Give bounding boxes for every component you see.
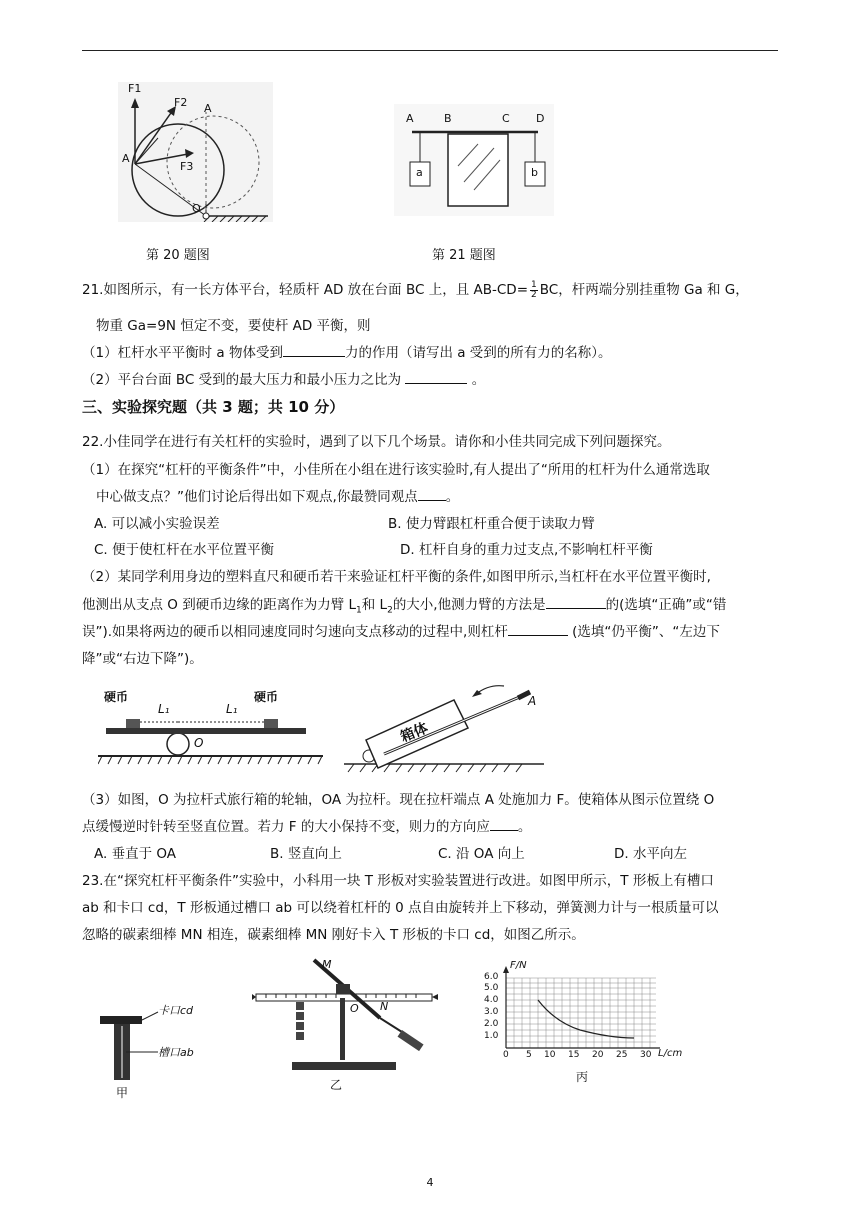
figure-23-t-board (96, 990, 216, 1100)
fig22-coin-right: 硬币 (254, 690, 279, 704)
graph-xtick-5: 5 (526, 1050, 532, 1060)
q22-p3-option-c: C. 沿 OA 向上 (438, 846, 525, 862)
graph-ytick-6: 6.0 (484, 972, 499, 982)
graph-ylabel: F/N (510, 960, 527, 971)
fig22-l1: L₁ (158, 702, 170, 716)
q22-part2-line2: 他测出从支点 O 到硬币边缘的距离作为力臂 $L_1$和 $L_2$的大小,他测力臂的方法是 的(选填“正确”或“错 (82, 597, 727, 616)
figure-21-drawing (394, 104, 554, 216)
q23-line2: ab 和卡口 cd，T 形板通过槽口 ab 可以绕着杠杆的 0 点自由旋转并上下移动，弹簧测力计与一根质量可以 (82, 900, 719, 916)
graph-xtick-10: 10 (544, 1050, 556, 1060)
fig20-caption: 第 20 题图 (146, 248, 210, 263)
fig21-label-b: B (444, 112, 452, 125)
q22-part3-line2: 点缓慢逆时针转至竖直位置。若力 F 的大小保持不变，则力的方向应 。 (82, 819, 532, 835)
graph-xtick-25: 25 (616, 1050, 628, 1060)
section3-title: 三、实验探究题（共 3 题；共 10 分） (82, 398, 345, 416)
q22-p3-option-d: D. 水平向左 (614, 846, 687, 862)
q21-part1: （1）杠杆水平平衡时 a 物体受到 力的作用（请写出 a 受到的所有力的名称）。 (82, 345, 612, 361)
graph-ytick-2: 2.0 (484, 1019, 499, 1029)
fig20-label-a-top: A (204, 102, 212, 115)
fig23-slot-ab: 槽口ab (158, 1046, 194, 1059)
q22-option-b: B. 使力臂跟杠杆重合便于读取力臂 (388, 516, 595, 532)
fig21-label-a: A (406, 112, 414, 125)
q21-stem-a: 21.如图所示，有一长方体平台，轻质杆 AD 放在台面 BC 上，且 AB-CD= (82, 282, 529, 298)
q22-blank-4[interactable] (490, 830, 518, 831)
q22-option-a: A. 可以减小实验误差 (94, 516, 220, 532)
q22-p3-option-a: A. 垂直于 OA (94, 846, 176, 862)
q23-line3: 忽略的碳素细棒 MN 相连，碳素细棒 MN 刚好卡入 T 形板的卡口 cd，如图乙所示。 (82, 927, 585, 943)
graph-xtick-20: 20 (592, 1050, 604, 1060)
figure-22-coin-drawing (98, 686, 323, 772)
q22-part2-line1: （2）某同学利用身边的塑料直尺和硬币若干来验证杠杆平衡的条件,如图甲所示,当杠杆在水平位置平衡时, (82, 569, 711, 585)
q21-blank-1[interactable] (283, 356, 345, 357)
fig21-caption: 第 21 题图 (432, 248, 496, 263)
q22-part1-line1: （1）在探究“杠杆的平衡条件”中，小佳所在小组在进行该实验时,有人提出了“所用的杠杆为什么通常选取 (82, 462, 710, 478)
graph-ytick-4: 4.0 (484, 995, 499, 1005)
fig21-label-c: C (502, 112, 510, 125)
fig22-o: O (194, 736, 204, 750)
fig23-yi-label: 乙 (330, 1078, 343, 1092)
q21-stem-line2: 物重 Ga=9N 恒定不变，要使杆 AD 平衡，则 (96, 318, 371, 334)
graph-xtick-30: 30 (640, 1050, 652, 1060)
graph-ytick-5: 5.0 (484, 983, 499, 993)
q23-line1: 23.在“探究杠杆平衡条件”实验中，小科用一块 T 形板对实验装置进行改进。如图甲所示，T 形板上有槽口 (82, 873, 714, 889)
q22-part2-line3: 误”).如果将两边的硬币以相同速度同时匀速向支点移动的过程中,则杠杆 (选填“仍平衡”、“左边下 (82, 624, 720, 640)
fig20-label-f1: F1 (128, 82, 142, 95)
fig23-label-o: O (350, 1002, 359, 1015)
q22-part2-line4: 降”或“右边下降”)。 (82, 651, 203, 667)
figure-23-lever-apparatus (252, 958, 442, 1098)
fig20-label-f2: F2 (174, 96, 188, 109)
fig23-label-n: N (380, 1000, 389, 1013)
fig22-box-label: 箱体 (398, 720, 431, 746)
fig22-l2: L₁ (226, 702, 238, 716)
graph-xtick-15: 15 (568, 1050, 580, 1060)
figure-22-suitcase (344, 678, 544, 774)
q22-option-d: D. 杠杆自身的重力过支点,不影响杠杆平衡 (400, 542, 653, 558)
page-number: 4 (426, 1176, 434, 1189)
fig23-label-m: M (322, 958, 332, 971)
graph-xtick-0: 0 (503, 1050, 509, 1060)
figure-23-t-board-drawing (96, 990, 216, 1100)
q22-blank-3[interactable] (508, 635, 568, 636)
q22-option-c: C. 便于使杠杆在水平位置平衡 (94, 542, 275, 558)
figure-22-coin-lever (98, 686, 323, 772)
fig23-slot-cd: 卡口cd (158, 1004, 194, 1017)
fig20-label-f3: F3 (180, 160, 194, 173)
q21-fraction: $\frac{1}{2}$ (531, 279, 537, 300)
figure-23-graph (480, 960, 690, 1090)
fig21-weight-a: a (416, 166, 423, 179)
graph-bing-label: 丙 (576, 1070, 589, 1084)
figure-22-suitcase-drawing (344, 678, 544, 774)
fig23-jia-label: 甲 (116, 1086, 129, 1100)
q21-stem-line1 (82, 280, 749, 300)
q22-part3-line1: （3）如图，O 为拉杆式旅行箱的轮轴，OA 为拉杆。现在拉杆端点 A 处施加力 F。使箱体从图示位置绕 O (82, 792, 715, 808)
fig20-label-o: O (192, 202, 201, 215)
fig21-label-d: D (536, 112, 545, 125)
q21-part2: （2）平台台面 BC 受到的最大压力和最小压力之比为 。 (82, 372, 486, 388)
q22-part1-line2: 中心做支点？”他们讨论后得出如下观点,你最赞同观点 。 (96, 489, 460, 505)
header-rule (82, 50, 778, 51)
figure-20 (118, 82, 273, 222)
figure-23-lever-drawing (252, 958, 442, 1098)
figure-21 (394, 104, 554, 216)
q22-stem: 22.小佳同学在进行有关杠杆的实验时，遇到了以下几个场景。请你和小佳共同完成下列问题探究。 (82, 434, 671, 450)
figure-20-drawing (118, 82, 273, 222)
q21-stem-b: BC，杆两端分别挂重物 Ga 和 G， (539, 282, 749, 298)
q22-blank-1[interactable] (418, 500, 446, 501)
graph-xlabel: L/cm (658, 1048, 683, 1059)
fig22-coin-left: 硬币 (104, 690, 129, 704)
fig20-label-a: A (122, 152, 130, 165)
graph-ytick-3: 3.0 (484, 1007, 499, 1017)
fig22-point-a: A (528, 694, 537, 708)
q22-blank-2[interactable] (546, 608, 606, 609)
fig21-weight-b: b (531, 166, 538, 179)
graph-ytick-1: 1.0 (484, 1031, 499, 1041)
q21-blank-2[interactable] (405, 383, 467, 384)
q22-p3-option-b: B. 竖直向上 (270, 846, 342, 862)
